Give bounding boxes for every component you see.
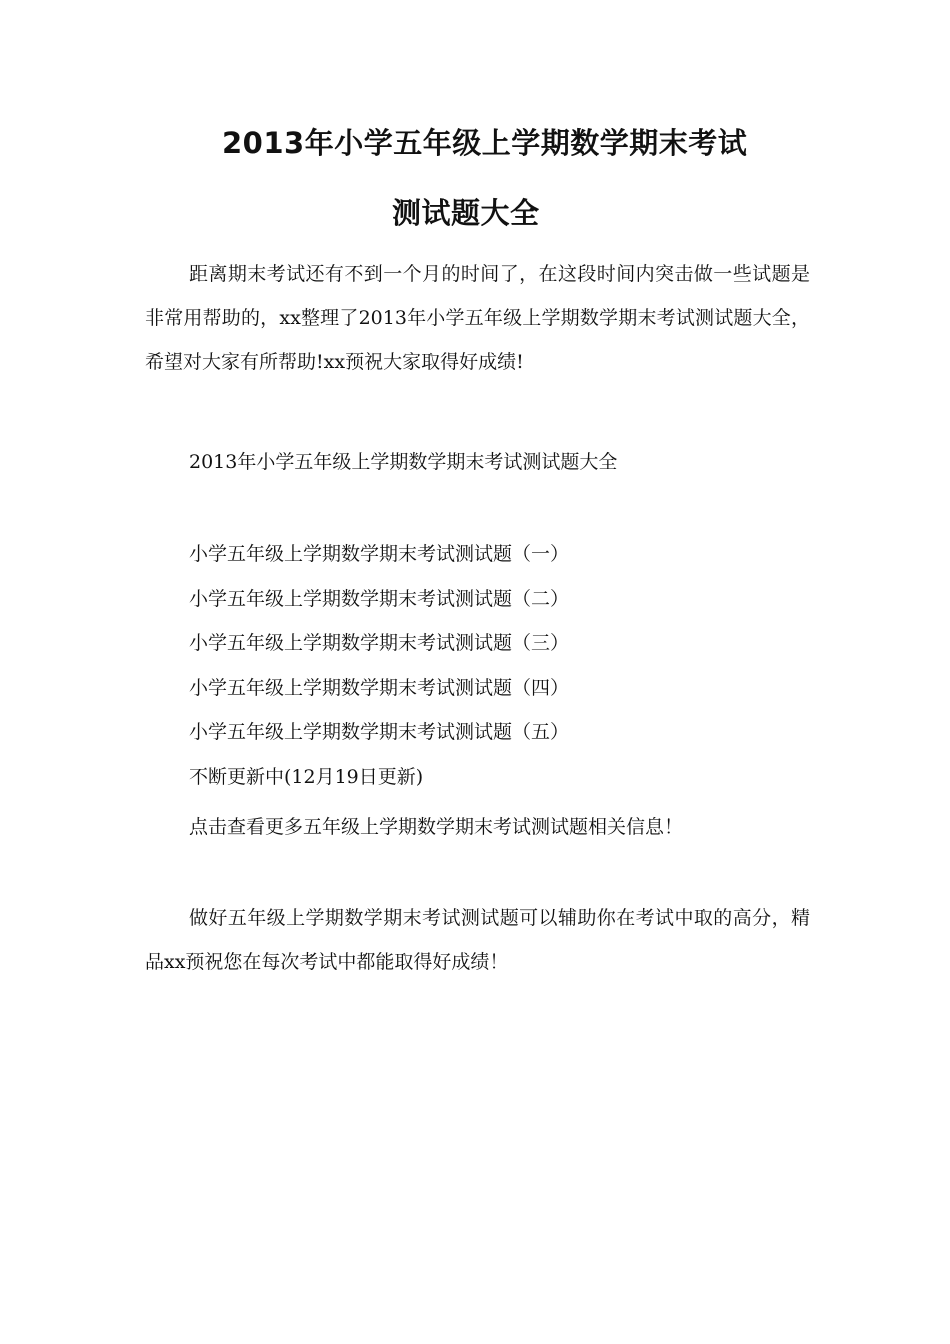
test-link-5[interactable]: 小学五年级上学期数学期末考试测试题（五） (189, 721, 570, 743)
test-link-2[interactable]: 小学五年级上学期数学期末考试测试题（二） (189, 588, 570, 610)
update-note: 不断更新中(12月19日更新) (189, 766, 424, 788)
document-title-line-2: 测试题大全 (392, 196, 540, 230)
section-subtitle: 2013年小学五年级上学期数学期末考试测试题大全 (189, 451, 618, 473)
more-info-link[interactable]: 点击查看更多五年级上学期数学期末考试测试题相关信息！ (189, 816, 684, 838)
test-link-1[interactable]: 小学五年级上学期数学期末考试测试题（一） (189, 543, 570, 565)
test-link-4[interactable]: 小学五年级上学期数学期末考试测试题（四） (189, 677, 570, 699)
document-title-line-1: 2013年小学五年级上学期数学期末考试 (222, 126, 748, 160)
test-link-3[interactable]: 小学五年级上学期数学期末考试测试题（三） (189, 632, 570, 654)
intro-paragraph: 距离期末考试还有不到一个月的时间了，在这段时间内突击做一些试题是非常用帮助的，xx整理了2013年小学五年级上学期数学期末考试测试题大全，希望对大家有所帮助!xx预祝大家取得好成绩! (145, 263, 810, 373)
closing-paragraph: 做好五年级上学期数学期末考试测试题可以辅助你在考试中取的高分，精品xx预祝您在每次考试中都能取得好成绩！ (145, 907, 810, 973)
